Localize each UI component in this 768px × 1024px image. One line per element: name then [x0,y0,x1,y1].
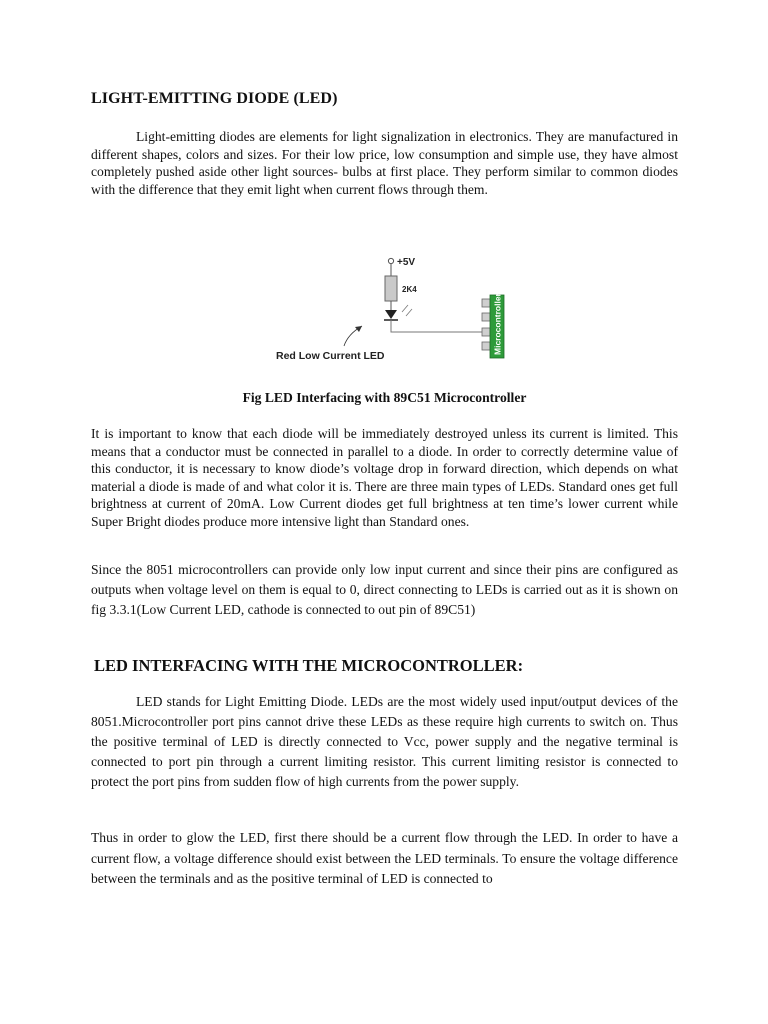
paragraph-led-definition: LED stands for Light Emitting Diode. LEDs are the most widely used input/output devices of the 8051.Microcontroller port pins cannot drive these LEDs as these require high currents to switch on. Thus the positive terminal of LED is directly connected to Vcc, power supply and the negative terminal is connected to port pin through a current limiting resistor. This current limiting resistor is connected to protect the port pins from sudden flow of high currents from the power supply. [91,694,678,789]
figure-caption: Fig LED Interfacing with 89C51 Microcontroller [242,390,527,405]
supply-terminal-icon [388,258,393,263]
led-circuit-figure [270,250,530,368]
paragraph-current-limit: It is important to know that each diode will be immediately destroyed unless its current is limited. This means that a conductor must be connected in parallel to a diode. In order to correctly determine value of this conductor, it is necessary to know diode’s voltage drop in forward direction, which depends on what material a diode is made of and what color it is. There are three main types of LEDs. Standard ones get full brightness at current of 20mA. Low Current diodes get full brightness at ten time’s lower current while Super Bright diodes produce more intensive light than Standard ones. [91,426,678,529]
microcontroller-chip-icon [482,292,504,358]
section-heading-led: LIGHT-EMITTING DIODE (LED) [91,90,338,107]
paragraph-glow-led: Thus in order to glow the LED, first there should be a current flow through the LED. In order to have a current flow, a voltage difference should exist between the LED terminals. To ensure the voltage difference between the terminals and as the positive terminal of LED is connected to [91,830,678,886]
section-heading-interfacing: LED INTERFACING WITH THE MICROCONTROLLER: [94,656,524,675]
resistor-label: 2K4 [402,285,417,294]
intro-paragraph: Light-emitting diodes are elements for light signalization in electronics. They are manufactured in different shapes, colors and sizes. For their low price, low consumption and simple use, they have almost completely pushed aside other light sources- bulbs at first place. They perform similar to common diodes with the difference that they emit light when current flows through them. [91,129,678,197]
chip-label: Microcontroller [492,293,503,355]
supply-label: +5V [397,257,416,268]
led-diode-icon [384,305,412,320]
resistor-icon [385,276,397,301]
led-label: Red Low Current LED [276,350,385,362]
paragraph-8051-current: Since the 8051 microcontrollers can provide only low input current and since their pins are configured as outputs when voltage level on them is equal to 0, direct connecting to LEDs is carried out as it is shown on fig 3.3.1(Low Current LED, cathode is connected to out pin of 89C51) [91,562,678,617]
